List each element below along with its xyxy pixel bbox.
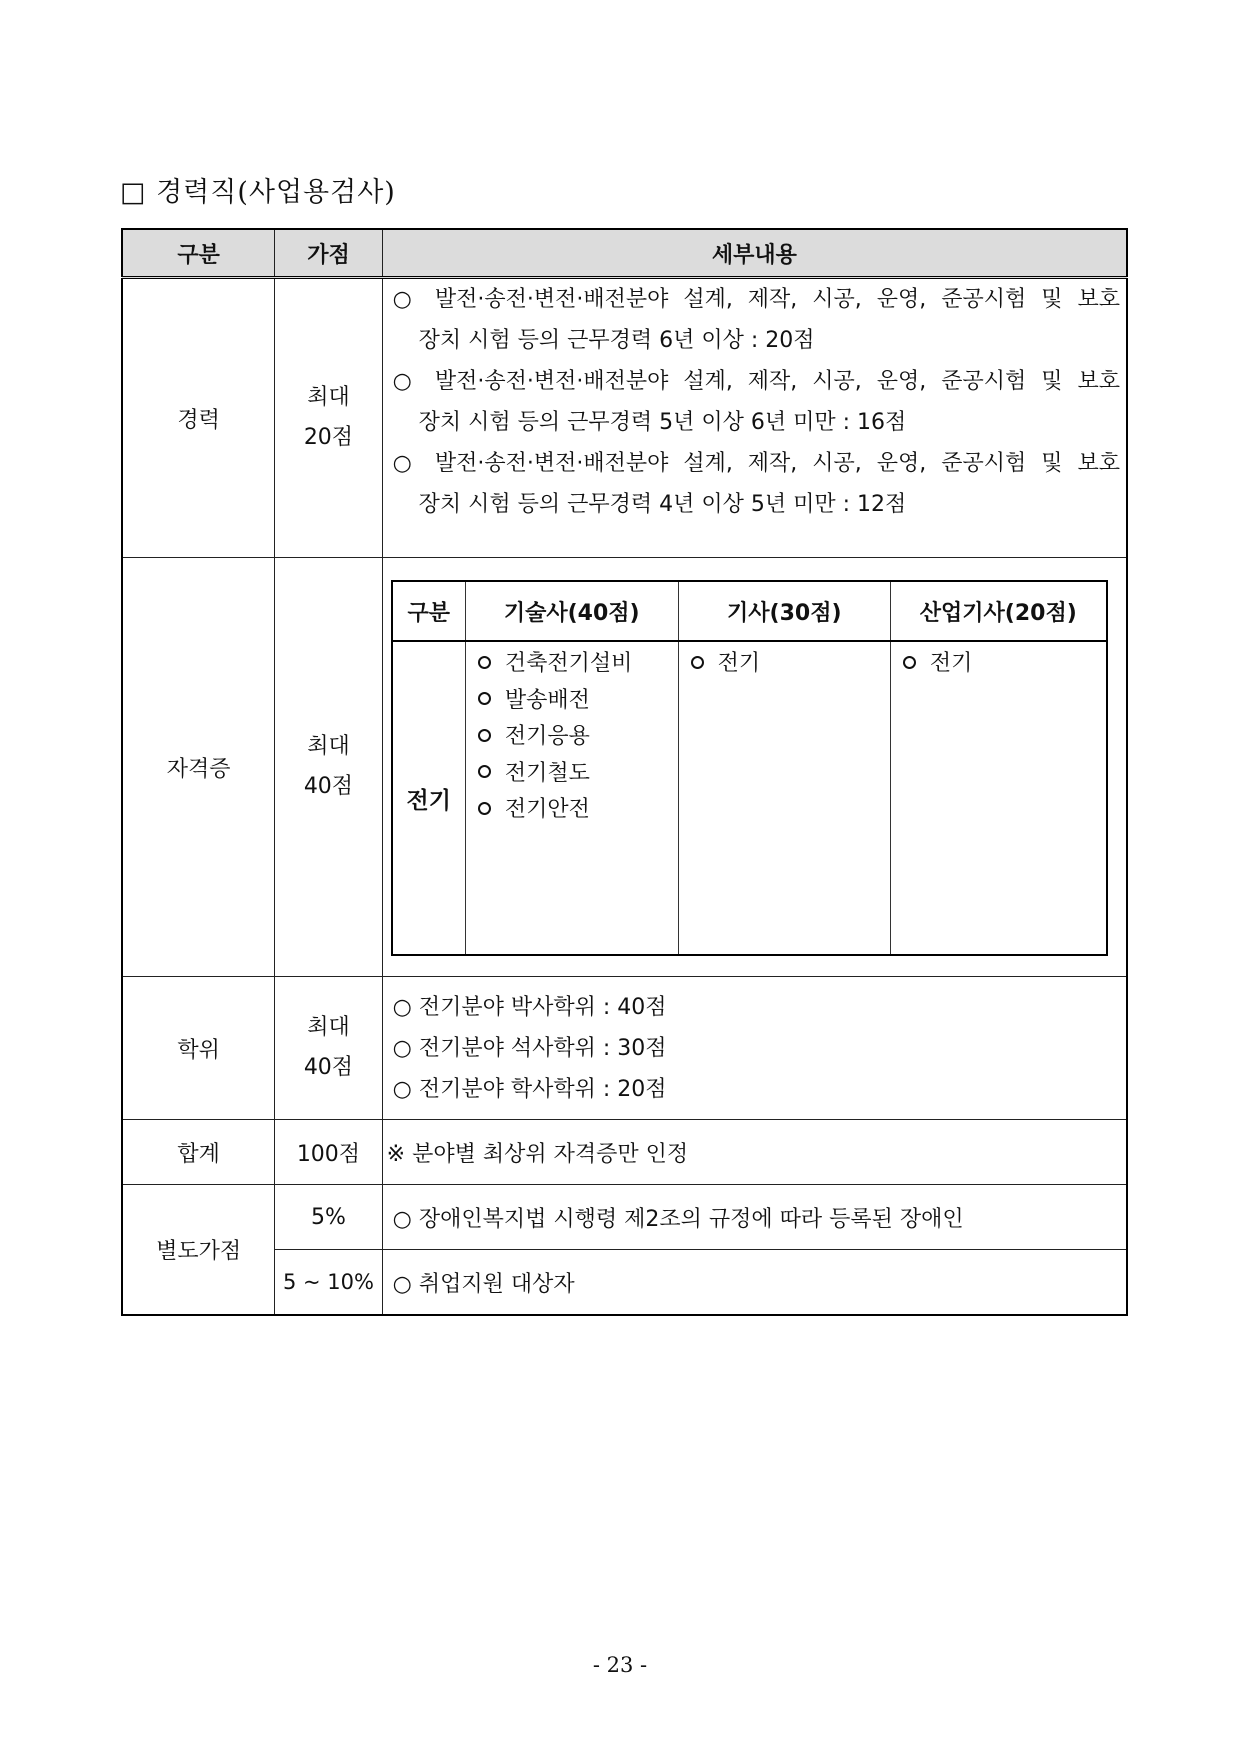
scoring-table [121, 228, 1128, 1316]
engineer-list [678, 641, 890, 955]
extra-category: 별도가점 [122, 1185, 275, 1316]
career-item-1-line2: 장치 시험 등의 근무경력 6년 이상 : 20점 [418, 328, 815, 353]
degree-item-2: ○ 전기분야 석사학위 : 30점 [392, 1035, 667, 1061]
inner-row-electric [392, 641, 1107, 955]
professional-list [465, 641, 678, 955]
certificate-category: 자격증 [122, 558, 275, 977]
certificate-details [382, 558, 1127, 977]
list-item [478, 756, 668, 793]
inner-header-industrial: 산업기사(20점) [890, 581, 1106, 641]
career-item-2-line1: ○ 발전·송전·변전·배전분야 설계, 제작, 시공, 운영, 준공시험 및 보호 [392, 369, 1120, 394]
degree-item-1: ○ 전기분야 박사학위 : 40점 [392, 994, 667, 1020]
list-item [903, 646, 1096, 683]
certificate-points-value: 40점 [303, 774, 354, 799]
list-item [691, 646, 880, 683]
inner-row-label: 전기 [392, 641, 466, 955]
career-item-2-line2: 장치 시험 등의 근무경력 5년 이상 6년 미만 : 16점 [418, 410, 907, 435]
circle-bullet-icon [478, 692, 491, 705]
list-item-text: 전기 [717, 651, 761, 676]
header-category: 구분 [122, 229, 275, 278]
total-points: 100점 [275, 1120, 382, 1185]
list-item [478, 792, 668, 829]
header-details: 세부내용 [382, 229, 1127, 278]
degree-details [382, 977, 1127, 1120]
inner-header-row [392, 581, 1107, 641]
list-item-text: 건축전기설비 [504, 651, 633, 676]
header-points: 가점 [275, 229, 382, 278]
circle-bullet-icon [478, 729, 491, 742]
career-item-3-line2: 장치 시험 등의 근무경력 4년 이상 5년 미만 : 12점 [418, 492, 907, 517]
list-item-text: 전기 [929, 651, 973, 676]
career-item-1-line1: ○ 발전·송전·변전·배전분야 설계, 제작, 시공, 운영, 준공시험 및 보호 [392, 287, 1120, 312]
degree-points-value: 40점 [303, 1055, 354, 1080]
table-header-row [122, 229, 1127, 278]
degree-points-max: 최대 [307, 1015, 350, 1040]
section-heading: □ 경력직(사업용검사) [120, 177, 396, 208]
table-row-extra-1 [122, 1185, 1127, 1250]
extra-points-2: 5 ~ 10% [275, 1250, 382, 1316]
list-item-text: 전기응용 [504, 724, 590, 749]
table-row-career [122, 278, 1127, 558]
certificate-points-max: 최대 [307, 734, 350, 759]
circle-bullet-icon [903, 656, 916, 669]
industrial-engineer-list [890, 641, 1106, 955]
extra-detail-2: ○ 취업지원 대상자 [382, 1250, 1127, 1316]
career-points-value: 20점 [303, 425, 354, 450]
inner-header-engineer: 기사(30점) [678, 581, 890, 641]
degree-category: 학위 [122, 977, 275, 1120]
circle-bullet-icon [478, 802, 491, 815]
list-item-text: 발송배전 [504, 687, 590, 713]
list-item-text: 전기철도 [504, 760, 590, 786]
list-item-text: 전기안전 [504, 797, 590, 822]
degree-item-3: ○ 전기분야 학사학위 : 20점 [392, 1076, 667, 1102]
total-category: 합계 [122, 1120, 275, 1185]
career-points-max: 최대 [307, 385, 350, 410]
extra-detail-1: ○ 장애인복지법 시행령 제2조의 규정에 따라 등록된 장애인 [382, 1185, 1127, 1250]
career-category: 경력 [122, 278, 275, 558]
career-details [382, 278, 1127, 558]
career-item-3-line1: ○ 발전·송전·변전·배전분야 설계, 제작, 시공, 운영, 준공시험 및 보호 [392, 451, 1120, 476]
extra-points-1: 5% [275, 1185, 382, 1250]
table-row-certificate [122, 558, 1127, 977]
list-item [478, 719, 668, 756]
table-row-degree [122, 977, 1127, 1120]
list-item [478, 683, 668, 720]
circle-bullet-icon [691, 656, 704, 669]
page-number: - 23 - [592, 1653, 648, 1677]
certificate-points [275, 558, 382, 977]
table-row-total [122, 1120, 1127, 1185]
circle-bullet-icon [478, 656, 491, 669]
total-note: ※ 분야별 최상위 자격증만 인정 [382, 1120, 1127, 1185]
degree-points [275, 977, 382, 1120]
certificate-inner-table [391, 580, 1108, 956]
inner-header-professional: 기술사(40점) [465, 581, 678, 641]
career-points [275, 278, 382, 558]
list-item [478, 646, 668, 683]
circle-bullet-icon [478, 765, 491, 778]
inner-header-category: 구분 [392, 581, 466, 641]
